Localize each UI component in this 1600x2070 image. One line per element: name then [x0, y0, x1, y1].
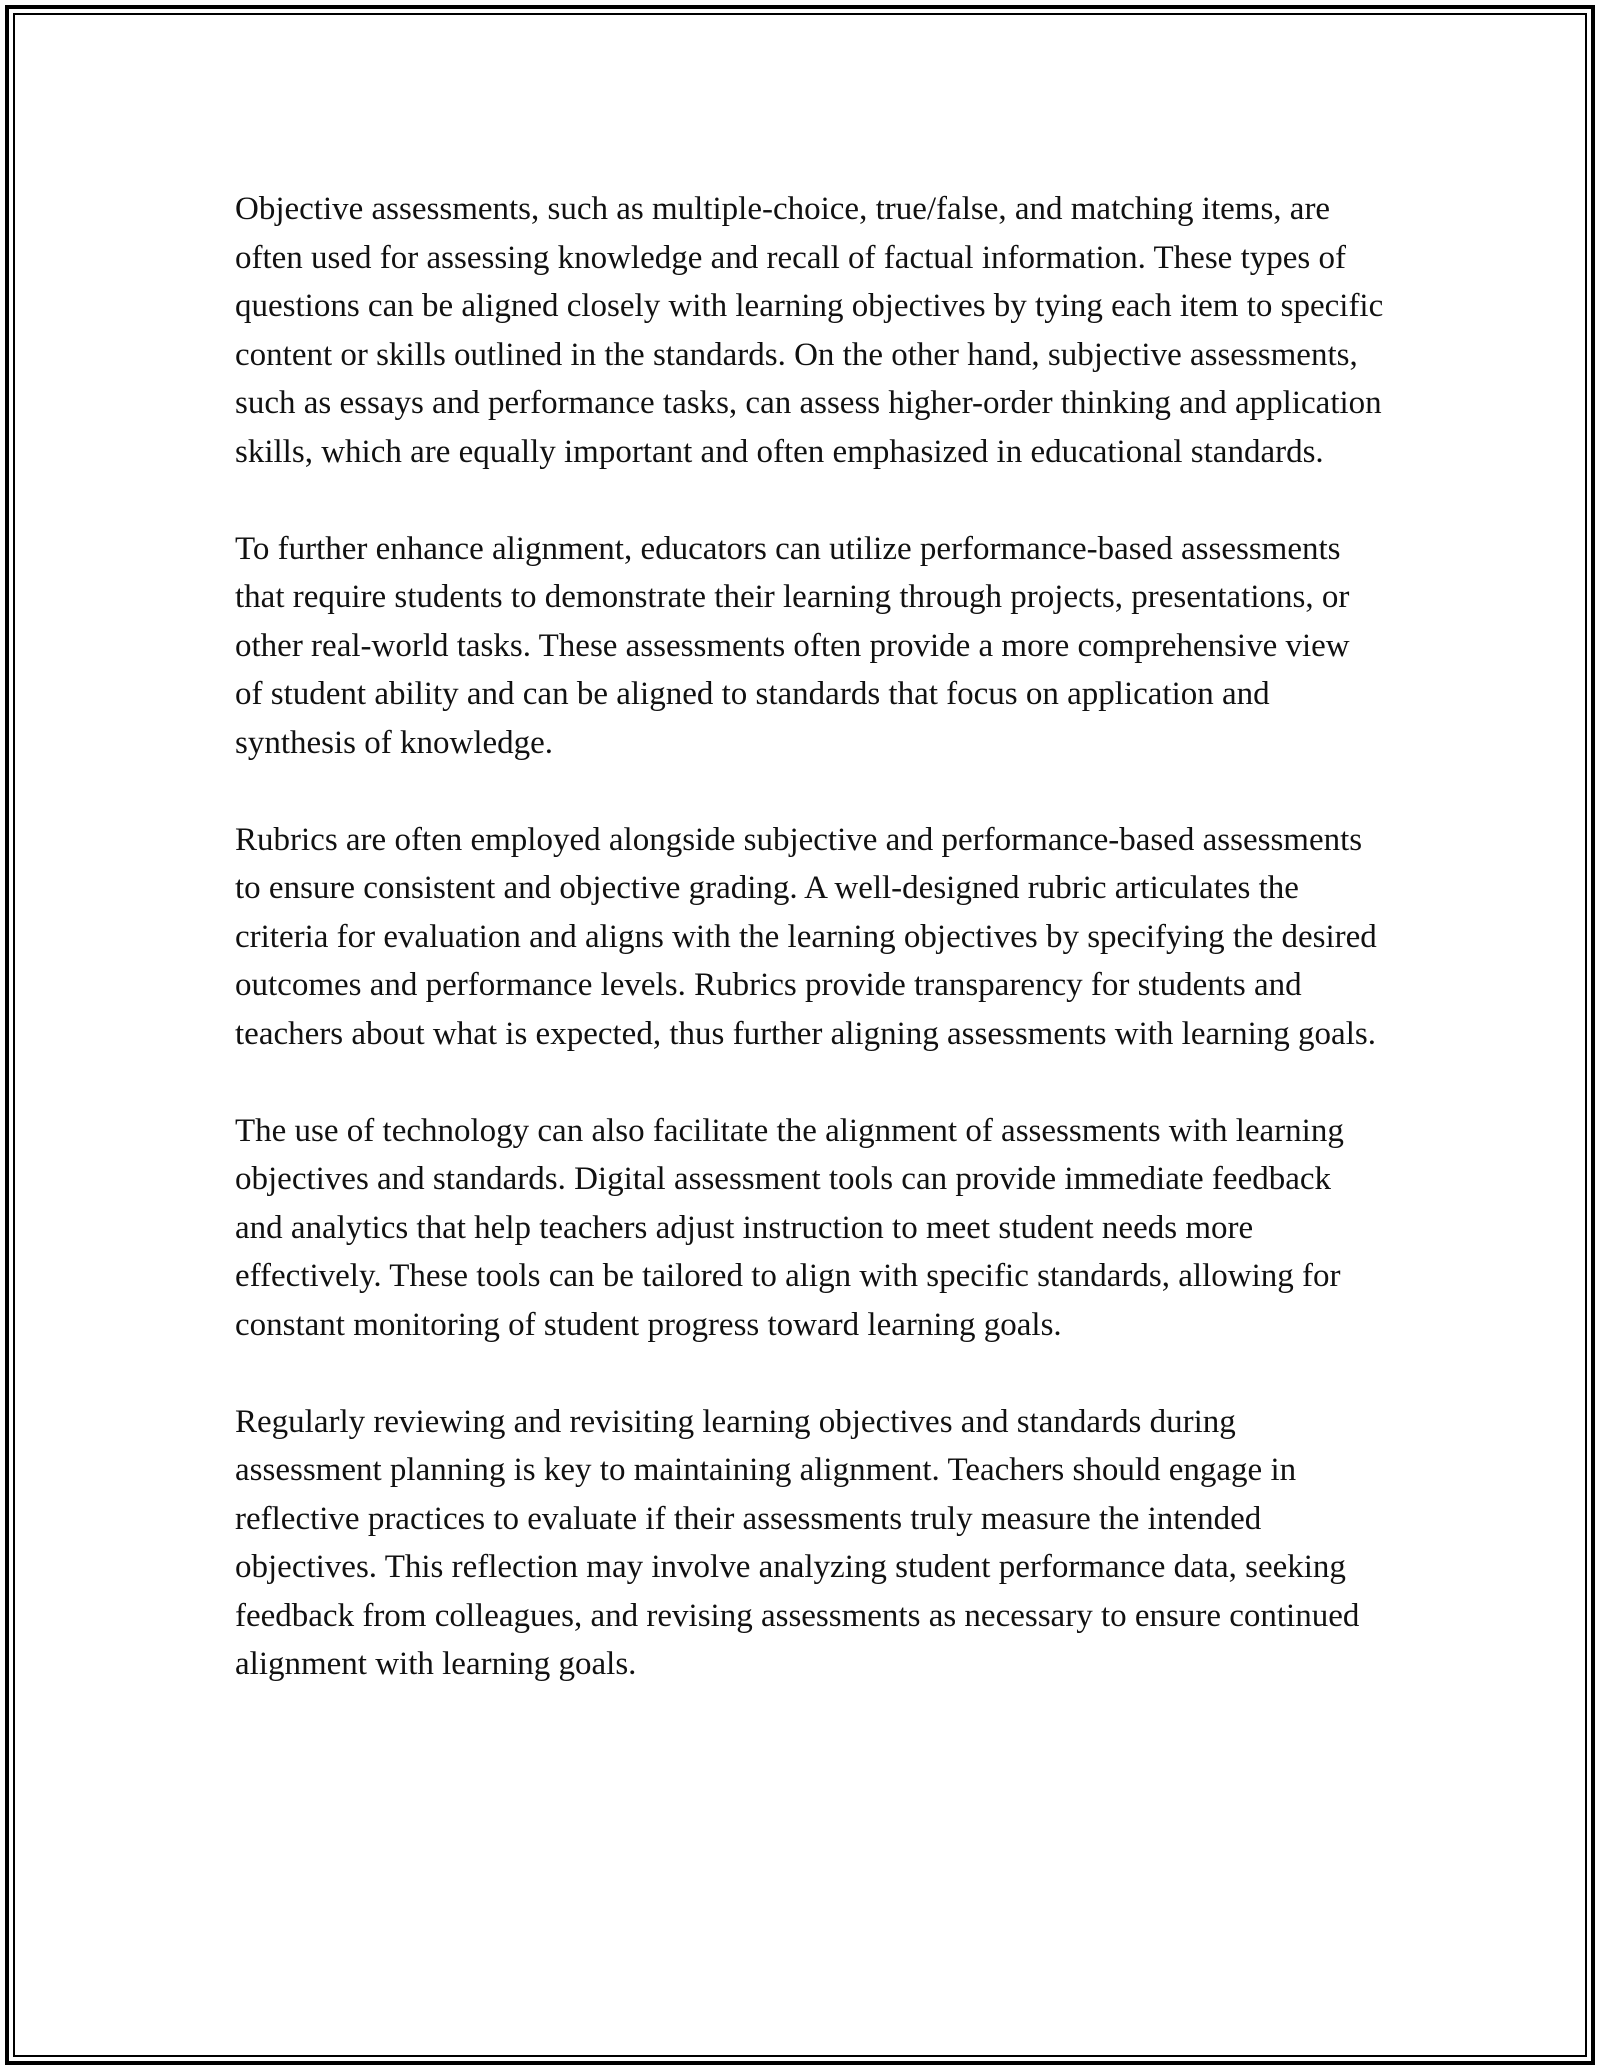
paragraph-performance-based: To further enhance alignment, educators can utilize performance-based assessments that require students to demonstrate their learning through projects, presentations, or other real-world tasks. These assessments often provide a more comprehensive view of student ability and can be aligned to standards that focus on application and synthesis of knowledge. — [235, 530, 1350, 761]
paragraph-reviewing: Regularly reviewing and revisiting learning objectives and standards during assessment planning is key to maintaining alignment. Teachers should engage in reflective practices to evaluate if their assessments truly measure the intended objectives. This reflection may involve analyzing student performance data, seeking feedback from colleagues, and revising assessments as necessary to ensure continued alignment with learning goals. — [235, 1403, 1360, 1682]
paragraph-objective-assessments: Objective assessments, such as multiple-choice, true/false, and matching items, are often used for assessing knowledge and recall of factual information. These types of questions can be aligned closely with learning objectives by tying each item to specific content or skills outlined in the standards. On the other hand, subjective assessments, such as essays and performance tasks, can assess higher-order thinking and application skills, which are equally important and often emphasized in educational standards. — [235, 191, 1384, 470]
paragraph-technology: The use of technology can also facilitate the alignment of assessments with learning objectives and standards. Digital assessment tools can provide immediate feedback and analytics that help teachers adjust instruction to meet student needs more effectively. These tools can be tailored to align with specific standards, allowing for constant monitoring of student progress toward learning goals. — [235, 1112, 1344, 1343]
paragraph-rubrics: Rubrics are often employed alongside subjective and performance-based assessments to ensure consistent and objective grading. A well-designed rubric articulates the criteria for evaluation and aligns with the learning objectives by specifying the desired outcomes and performance levels. Rubrics provide transparency for students and teachers about what is expected, thus further aligning assessments with learning goals. — [235, 821, 1377, 1052]
document-body — [235, 185, 1385, 1689]
